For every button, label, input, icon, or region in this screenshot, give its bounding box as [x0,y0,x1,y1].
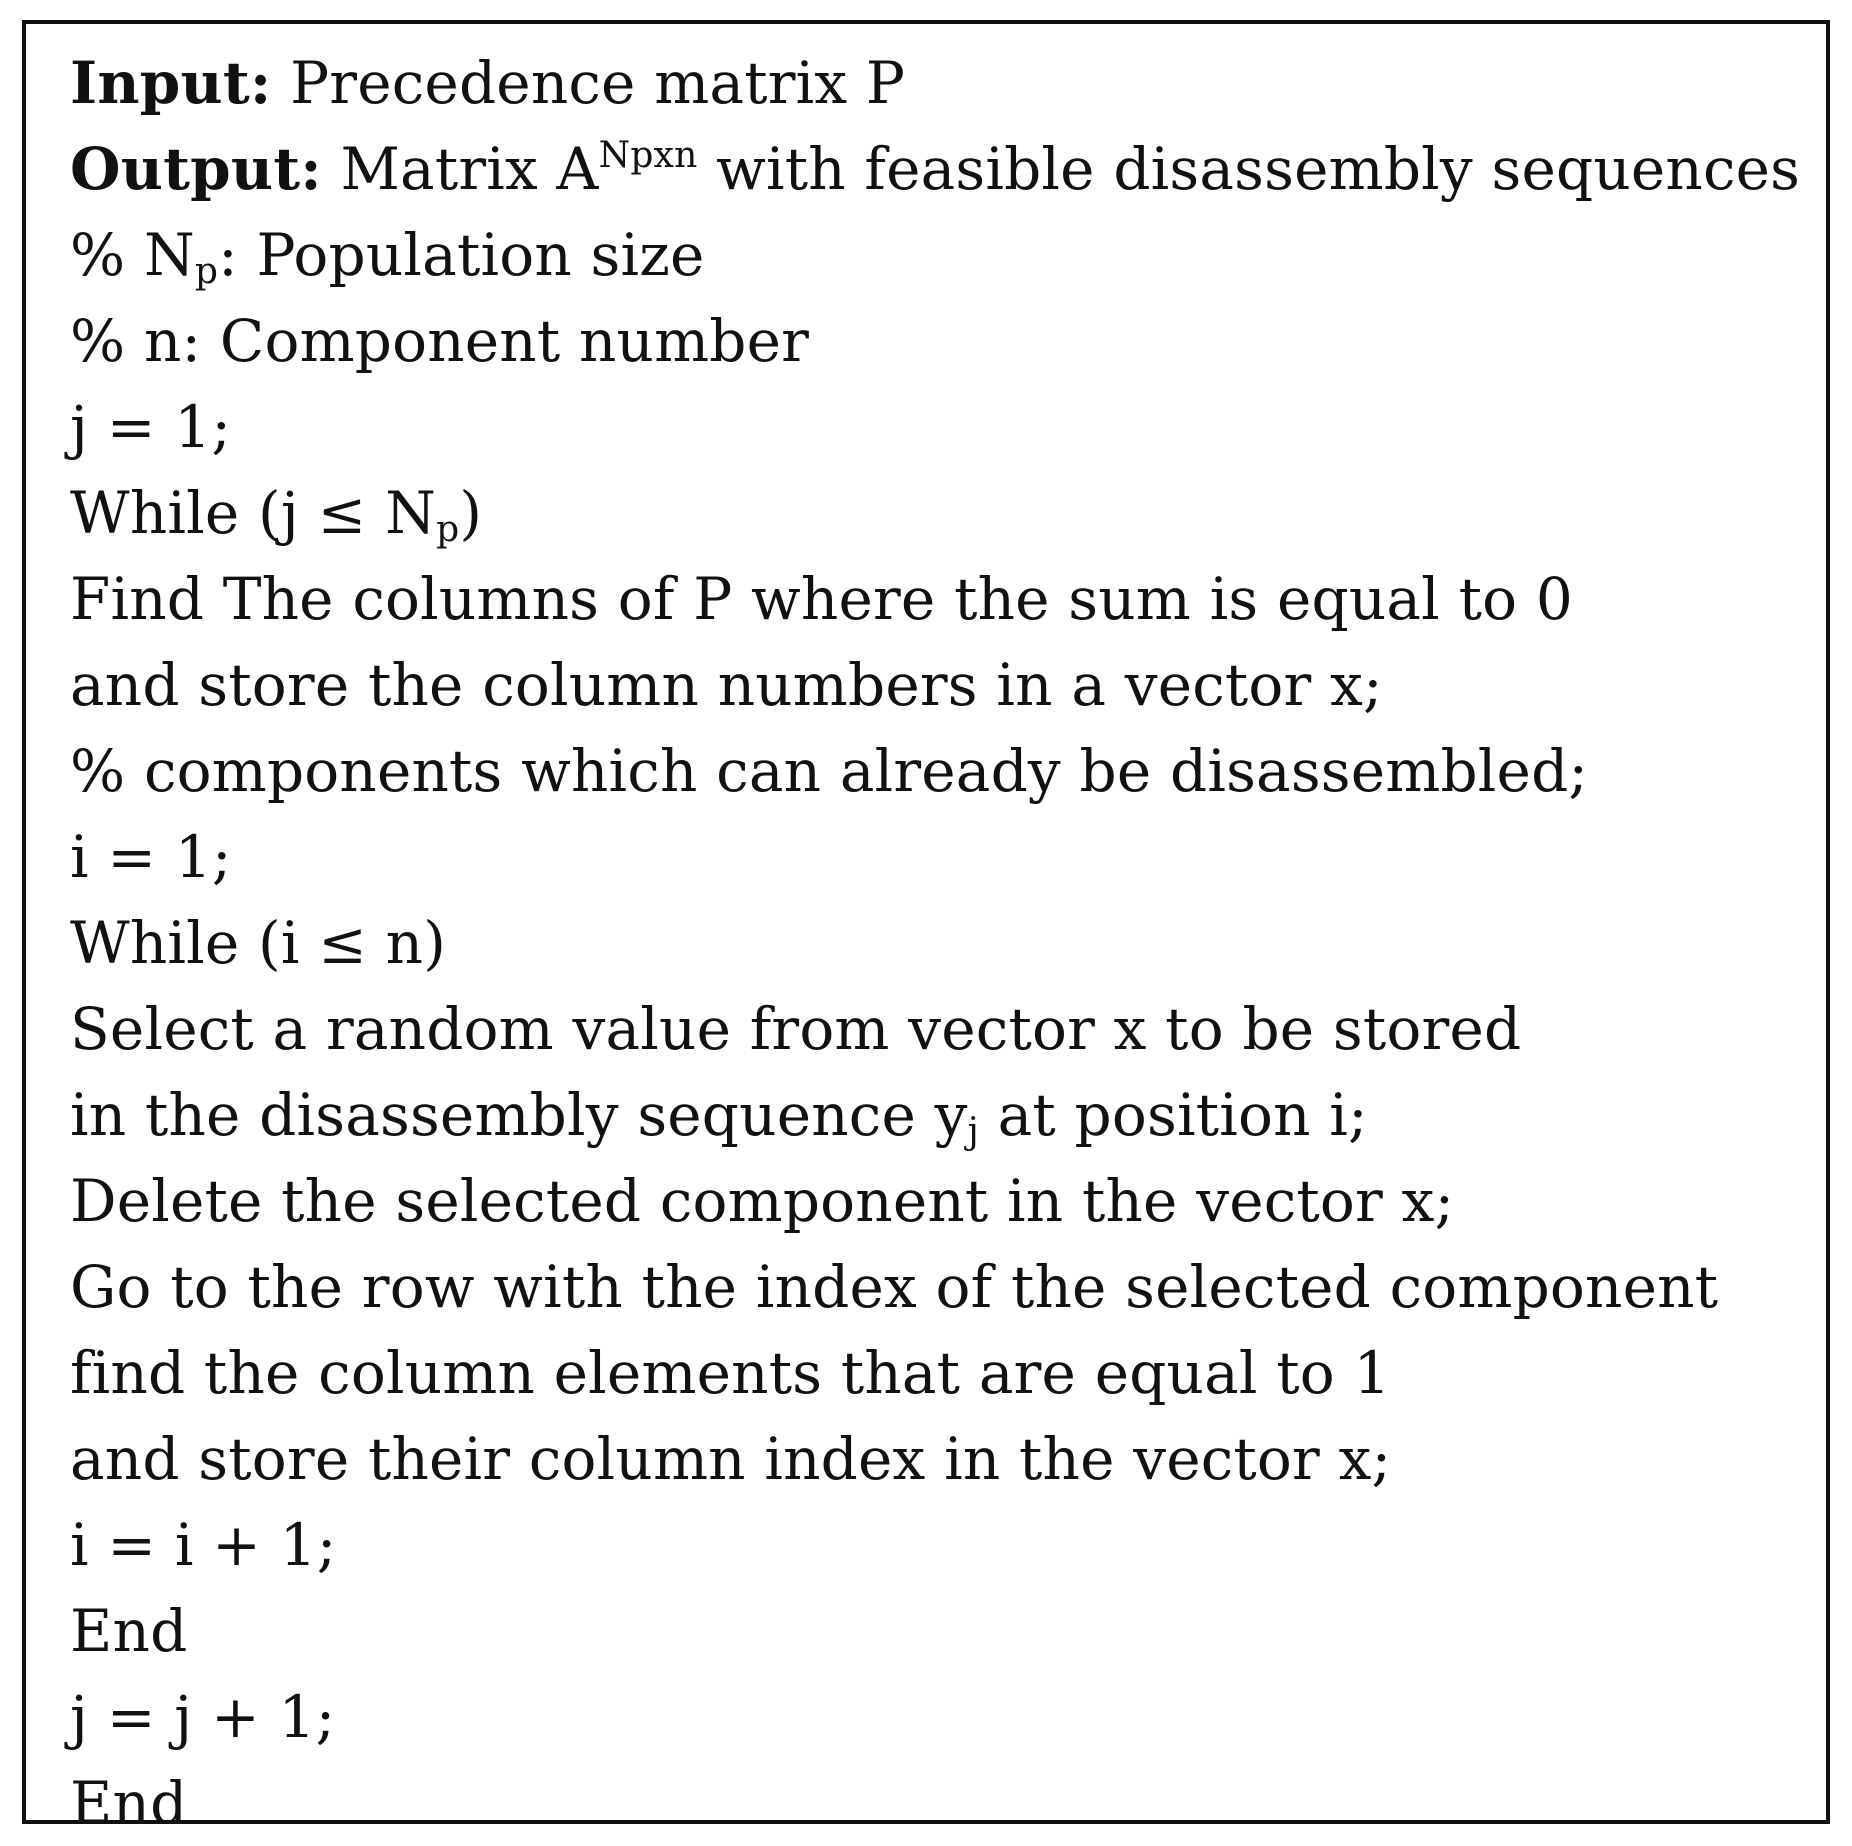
in-sequence-text: at position i; [997,1081,1368,1149]
j-init-line: j = 1; [70,393,232,461]
end-outer-line: End [70,1769,188,1837]
while-j-subscript: p [436,509,460,550]
find-elements-line: find the column elements that are equal to 1 [70,1339,1391,1407]
j-increment-line: j = j + 1; [70,1683,336,1751]
comment-np-prefix: % N [70,221,195,289]
output-matrix-superscript: Npxn [598,135,698,176]
while-j-line [70,470,1806,556]
i-increment-line: i = i + 1; [70,1511,337,1579]
algorithm-box [22,20,1830,1837]
goto-row-line: Go to the row with the index of the selected component [70,1253,1719,1321]
algorithm-lines [70,40,1806,1846]
store-index-line: and store their column index in the vector x; [70,1425,1392,1493]
input-line [70,40,1806,126]
while-j-prefix: While (j ≤ N [70,479,437,547]
while-j-close: ) [459,479,483,547]
while-i-line: While (i ≤ n) [70,909,447,977]
output-text: with feasible disassembly sequences [716,135,1801,203]
comment-np-text: : Population size [218,221,705,289]
in-sequence-prefix: in the disassembly sequence y [70,1081,968,1149]
comment-population-line [70,212,1806,298]
comment-np-subscript: p [194,251,219,292]
i-init-line: i = 1; [70,823,232,891]
input-text: Precedence matrix P [290,49,906,117]
input-label: Input: [70,49,272,117]
end-inner-line: End [70,1597,188,1665]
output-line [70,126,1806,212]
find-columns-line: Find The columns of P where the sum is equal to 0 [70,565,1573,633]
select-random-line: Select a random value from vector x to be stored [70,995,1522,1063]
store-columns-line: and store the column numbers in a vector x; [70,651,1383,719]
comment-component-number-line: % n: Component number [70,307,810,375]
output-label: Output: [70,135,322,203]
comment-components-line: % components which can already be disassembled; [70,737,1589,805]
output-matrix: Matrix A [340,135,599,203]
in-sequence-line [70,1072,1806,1158]
in-sequence-subscript: j [967,1111,979,1152]
delete-component-line: Delete the selected component in the vector x; [70,1167,1455,1235]
